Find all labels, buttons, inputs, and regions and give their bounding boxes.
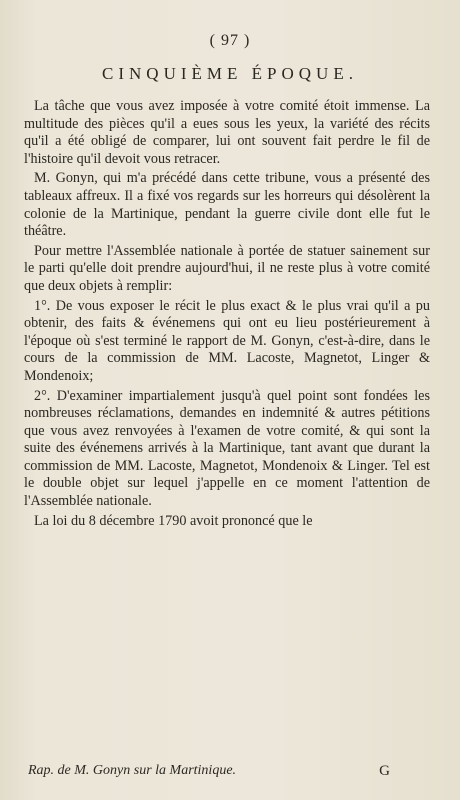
paragraph: M. Gonyn, qui m'a précédé dans cette tribune, vous a présenté des tableaux affreux. Il a fixé vos regards sur les horreurs qui désolèrent la colonie de la Martinique, pendant la guerre civile dont elle fut le théâtre.: [24, 170, 430, 240]
paragraph: 2°. D'examiner impartialement jusqu'à quel point sont fondées les nombreuses réclamations, demandes en indemnité & autres pétitions que vous avez renvoyées à l'examen de votre comité, & qui sont la suite des événemens arrivés à la Martinique, tant avant que durant la commission de MM. Lacoste, Magnetot, Mondenoix & Linger. Tel est le double objet sur lequel j'appelle en ce moment l'attention de l'Assemblée nationale.: [24, 387, 430, 510]
running-head: Rap. de M. Gonyn sur la Martinique.: [28, 763, 237, 778]
paragraph: 1°. De vous exposer le récit le plus exact & le plus vrai qu'il a pu obtenir, des faits & événemens qui ont eu lieu postérieurement à l'époque où s'est terminé le rapport de M. Gonyn, c'est-à-dire, dans le cours de la commission de MM. Lacoste, Magnetot, Linger & Mondenoix;: [24, 297, 430, 384]
section-heading: CINQUIÈME ÉPOQUE.: [102, 64, 358, 83]
page-footer: [28, 763, 430, 779]
paragraph: Pour mettre l'Assemblée nationale à portée de statuer sainement sur le parti qu'elle doit prendre aujourd'hui, il ne reste plus à votre comité que deux objets à remplir:: [24, 242, 430, 294]
paragraph: La loi du 8 décembre 1790 avoit prononcé que le: [34, 512, 313, 529]
page-number: ( 97 ): [209, 32, 251, 49]
signature-mark: G: [379, 763, 390, 779]
body-text: [24, 98, 430, 532]
paragraph: La tâche que vous avez imposée à votre comité étoit immense. La multitude des pièces qu'il a eues sous les yeux, la variété des récits qu'il a été obligé de comparer, lui ont souvent fait perdre le fil de l'histoire qu'il devoit vous retracer.: [24, 98, 430, 167]
